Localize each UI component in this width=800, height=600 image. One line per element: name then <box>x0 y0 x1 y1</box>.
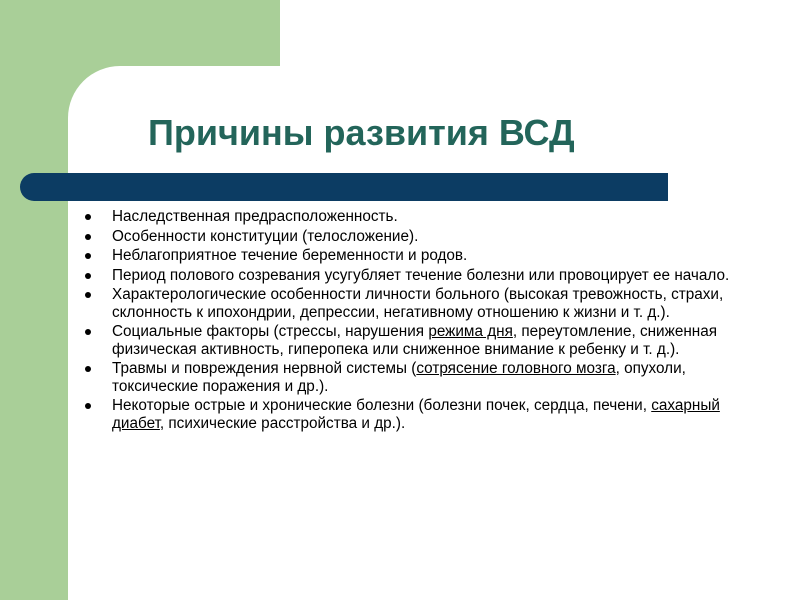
bullet-item <box>84 208 748 226</box>
bullet-dot-icon <box>85 234 91 240</box>
hyperlink[interactable]: сотрясение головного мозга <box>416 360 616 377</box>
bullet-item <box>84 397 748 432</box>
bullet-item <box>84 360 748 395</box>
bullet-dot-icon <box>85 292 91 298</box>
hyperlink[interactable]: режима дня <box>428 323 513 340</box>
bullet-text: Особенности конституции (телосложение). <box>112 227 419 245</box>
hyperlink[interactable]: сахарный диабет <box>112 397 720 432</box>
bullet-item <box>84 267 748 285</box>
bullet-dot-icon <box>85 273 91 279</box>
bullet-text: Неблагоприятное течение беременности и родов. <box>112 247 468 264</box>
bullet-item <box>84 323 748 358</box>
bullet-list <box>84 208 748 434</box>
bullet-item <box>84 228 748 246</box>
bullet-dot-icon <box>85 214 91 220</box>
bullet-text: , опухоли, токсические поражения и др.). <box>112 360 686 395</box>
bullet-text: Травмы и повреждения нервной системы ( <box>112 360 417 377</box>
bullet-text: Наследственная предрасположенность. <box>112 208 398 225</box>
bullet-text: , переутомление, сниженная физическая активность, гиперопека или сниженное внимание к ребенку и т. д.). <box>112 323 718 358</box>
bullet-text: Период полового созревания усугубляет течение болезни или провоцирует ее начало. <box>112 266 730 284</box>
bullet-dot-icon <box>85 403 91 409</box>
bullet-text: Характерологические особенности личности больного (высокая тревожность, страхи, склонность к ипохондрии, депрессии, негативному отношению к жизни и т. д.). <box>112 286 724 321</box>
title-divider-bar <box>20 173 668 201</box>
bullet-text: , психические расстройства и др.). <box>159 414 406 432</box>
bullet-dot-icon <box>85 253 91 259</box>
slide-title: Причины развития ВСД <box>148 112 575 153</box>
bullet-text: Некоторые острые и хронические болезни (болезни почек, сердца, печени, <box>112 397 652 414</box>
bullet-text: Социальные факторы (стрессы, нарушения <box>112 323 429 340</box>
bullet-dot-icon <box>85 329 91 335</box>
bullet-item <box>84 286 748 321</box>
bullet-item <box>84 247 748 265</box>
bullet-dot-icon <box>85 366 91 372</box>
